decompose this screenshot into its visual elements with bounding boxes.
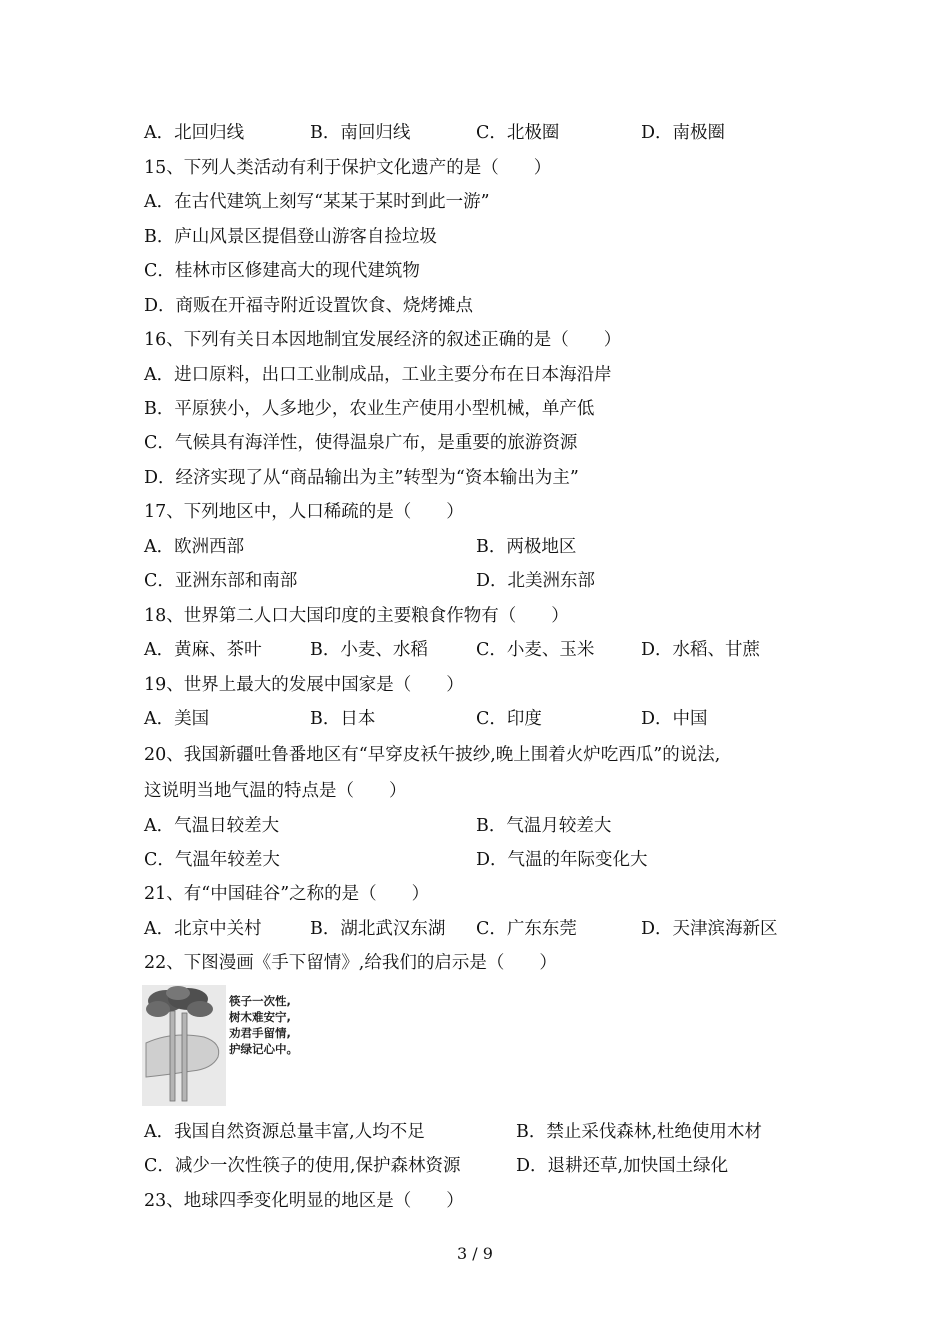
q20-stem-line1: 20、我国新疆吐鲁番地区有“早穿皮袄午披纱,晚上围着火炉吃西瓜”的说法, [144, 745, 721, 765]
q22-option-b: B．禁止采伐森林,杜绝使用木材 [516, 1122, 762, 1142]
q19-option-c: C．印度 [476, 709, 542, 729]
q14-option-c: C．北极圈 [476, 123, 560, 143]
q20-option-d: D．气温的年际变化大 [476, 850, 648, 870]
q17-stem: 17、下列地区中，人口稀疏的是（ ） [144, 502, 464, 522]
q21-option-a: A．北京中关村 [144, 919, 262, 939]
q15-option-c: C．桂林市区修建高大的现代建筑物 [144, 261, 420, 281]
q23-stem: 23、地球四季变化明显的地区是（ ） [144, 1191, 464, 1211]
q19-option-a: A．美国 [144, 709, 210, 729]
q18-stem: 18、世界第二人口大国印度的主要粮食作物有（ ） [144, 606, 569, 626]
q17-option-d: D．北美洲东部 [476, 571, 596, 591]
q21-option-b: B．湖北武汉东湖 [310, 919, 446, 939]
q19-stem: 19、世界上最大的发展中国家是（ ） [144, 675, 464, 695]
q17-option-c: C．亚洲东部和南部 [144, 571, 298, 591]
q15-option-d: D．商贩在开福寺附近设置饮食、烧烤摊点 [144, 296, 474, 316]
q21-stem: 21、有“中国硅谷”之称的是（ ） [144, 884, 430, 904]
q22-stem: 22、下图漫画《手下留情》,给我们的启示是（ ） [144, 953, 557, 973]
q22-option-c: C．减少一次性筷子的使用,保护森林资源 [144, 1156, 461, 1176]
q20-stem-line2: 这说明当地气温的特点是（ ） [144, 781, 407, 801]
q15-option-b: B．庐山风景区提倡登山游客自捡垃圾 [144, 227, 437, 247]
q19-option-b: B．日本 [310, 709, 376, 729]
cartoon-text-line2: 树木难安宁, [229, 1010, 291, 1024]
cartoon-image [142, 985, 308, 1106]
q20-option-c: C．气温年较差大 [144, 850, 280, 870]
q14-option-d: D．南极圈 [641, 123, 726, 143]
q14-option-b: B．南回归线 [310, 123, 411, 143]
q15-option-a: A．在古代建筑上刻写“某某于某时到此一游” [144, 192, 490, 212]
q19-option-d: D．中国 [641, 709, 708, 729]
q15-stem: 15、下列人类活动有利于保护文化遗产的是（ ） [144, 158, 552, 178]
q17-option-a: A．欧洲西部 [144, 537, 245, 557]
cartoon-text-line3: 劝君手留情, [229, 1026, 291, 1040]
q16-option-c: C．气候具有海洋性，使得温泉广布，是重要的旅游资源 [144, 433, 578, 453]
q18-option-c: C．小麦、玉米 [476, 640, 595, 660]
q18-option-a: A．黄麻、茶叶 [144, 640, 262, 660]
cartoon-text-line4: 护绿记心中。 [229, 1042, 298, 1056]
q21-option-c: C．广东东莞 [476, 919, 577, 939]
q16-option-a: A．进口原料，出口工业制成品，工业主要分布在日本海沿岸 [144, 365, 612, 385]
q18-option-b: B．小麦、水稻 [310, 640, 428, 660]
q20-option-a: A．气温日较差大 [144, 816, 280, 836]
q16-stem: 16、下列有关日本因地制宜发展经济的叙述正确的是（ ） [144, 330, 622, 350]
q21-option-d: D．天津滨海新区 [641, 919, 778, 939]
q14-option-a: A．北回归线 [144, 123, 245, 143]
q16-option-b: B．平原狭小，人多地少，农业生产使用小型机械，单产低 [144, 399, 595, 419]
q17-option-b: B．两极地区 [476, 537, 577, 557]
q22-option-d: D．退耕还草,加快国土绿化 [516, 1156, 729, 1176]
cartoon-text-line1: 筷子一次性, [229, 994, 291, 1008]
q18-option-d: D．水稻、甘蔗 [641, 640, 761, 660]
q20-option-b: B．气温月较差大 [476, 816, 612, 836]
q16-option-d: D．经济实现了从“商品输出为主”转型为“资本输出为主” [144, 468, 579, 488]
q22-option-a: A．我国自然资源总量丰富,人均不足 [144, 1122, 425, 1142]
page-number: 3 / 9 [457, 1244, 493, 1263]
